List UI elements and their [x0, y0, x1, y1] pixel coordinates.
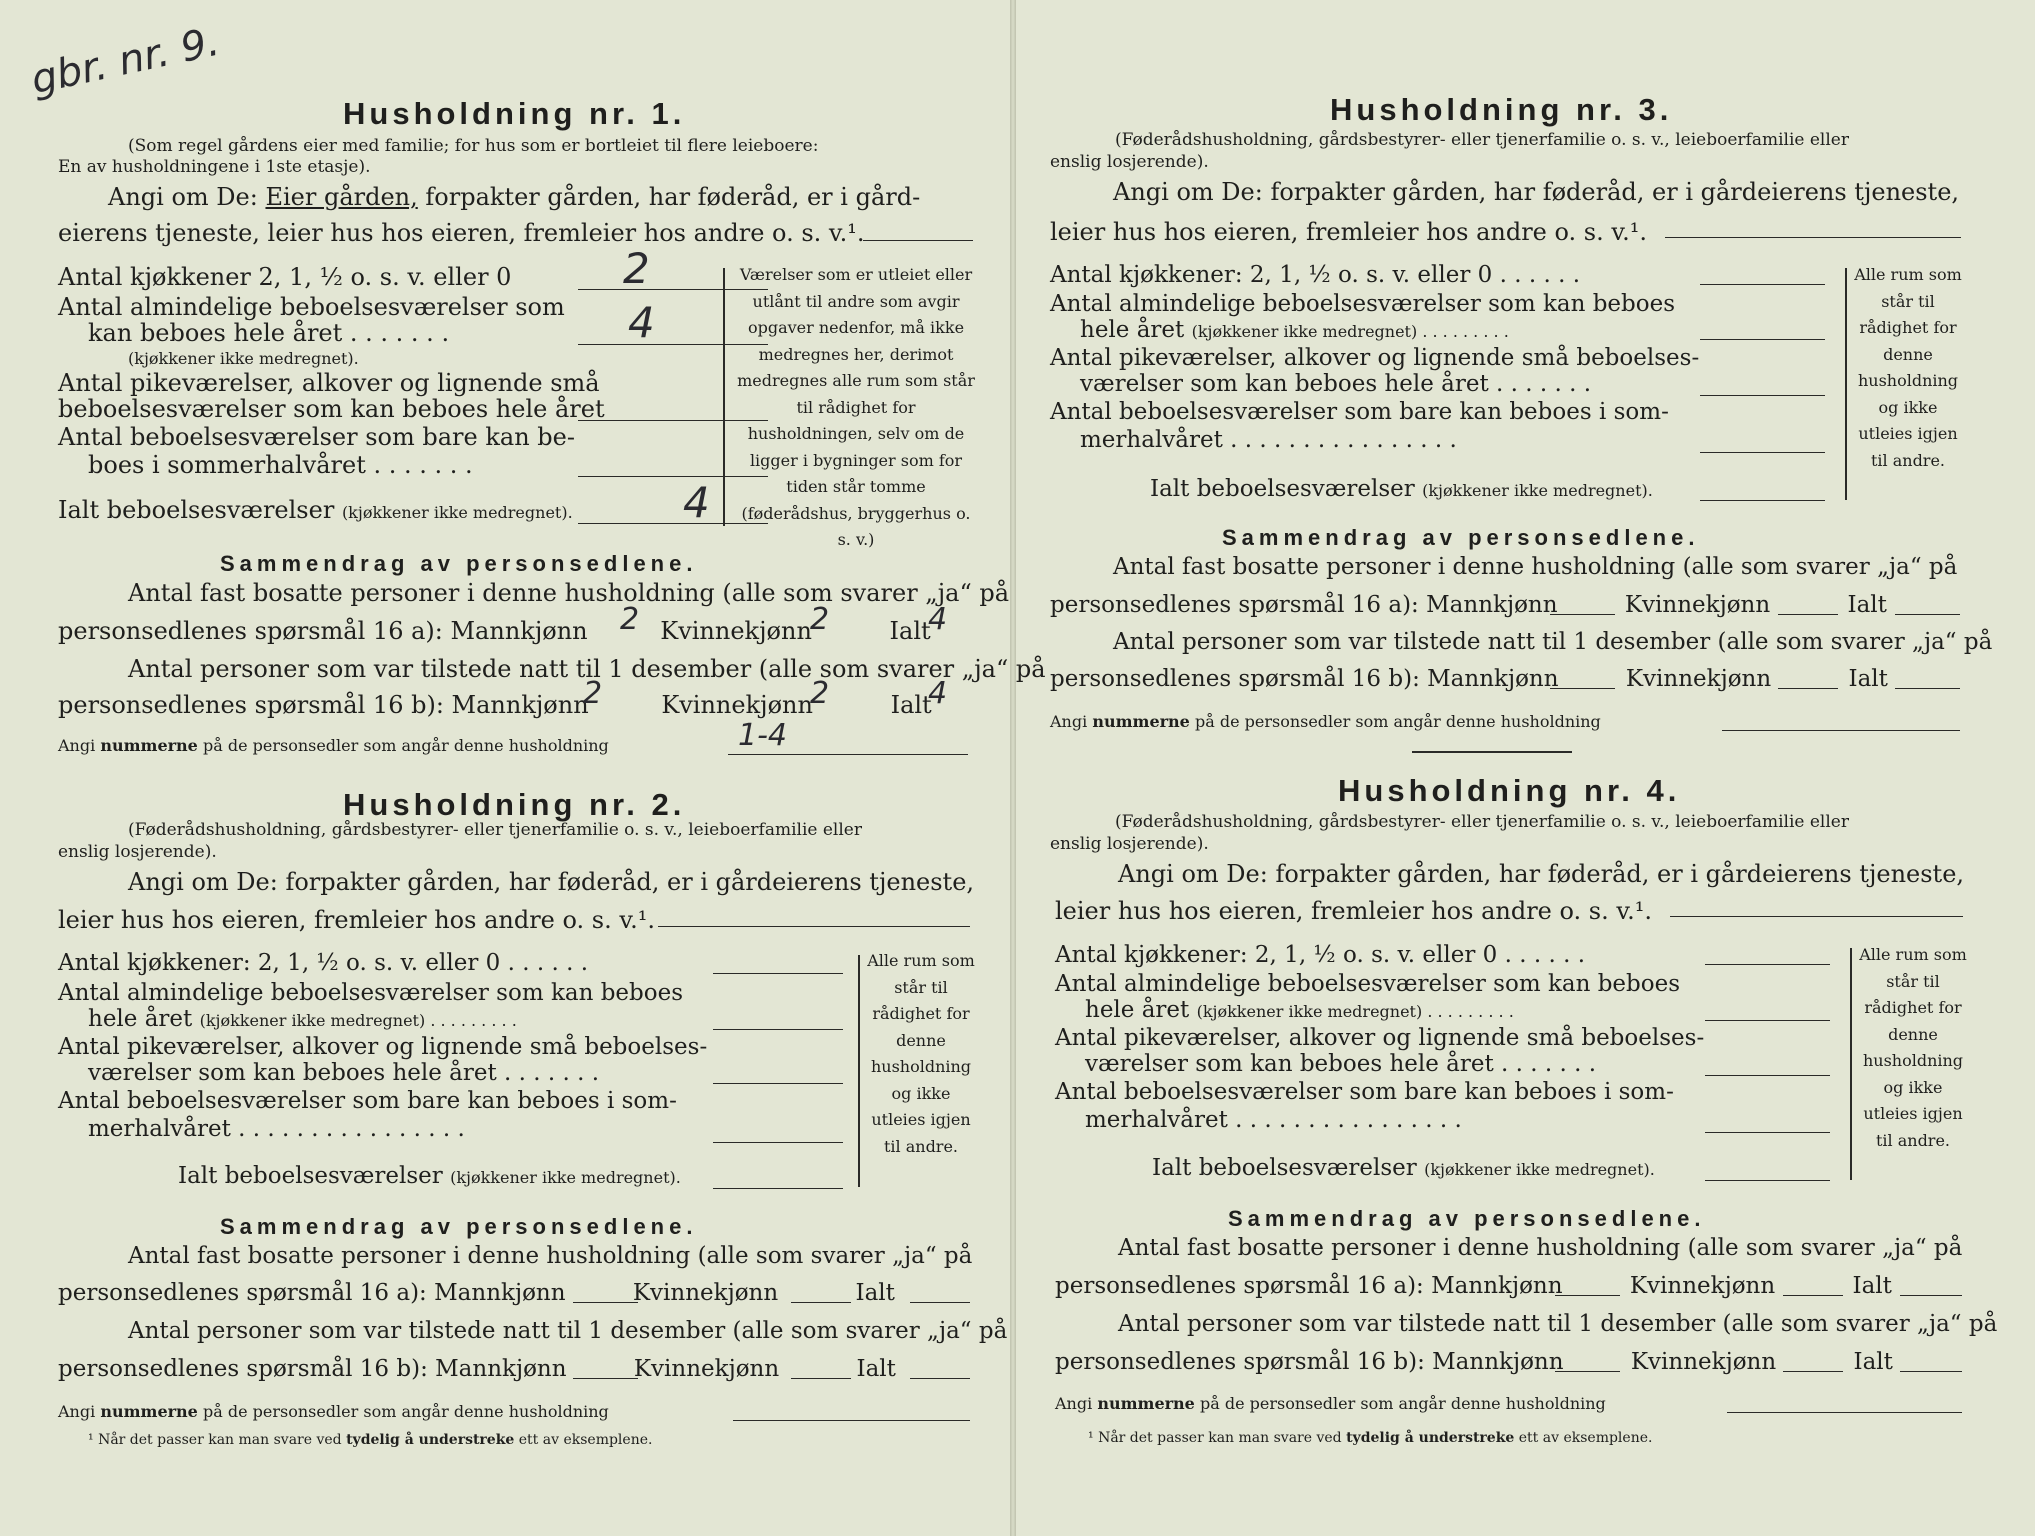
household-2-paren-1: (Føderådshusholdning, gårdsbestyrer- eller tjenerfamilie o. s. v., leieboerfamilie eller	[128, 820, 862, 840]
kjokkener-answer-line	[1700, 284, 1825, 285]
household-2-footnote: ¹ Når det passer kan man svare ved tydelig å understreke ett av eksemplene.	[88, 1432, 653, 1448]
household-2-almin-1: Antal almindelige beboelsesværelser som kan beboes	[58, 980, 684, 1006]
household-3-pike-1: Antal pikeværelser, alkover og lignende små beboelses-	[1050, 345, 1700, 371]
household-3-til-1: Antal personer som var tilstede natt til 1 desember (alle som svarer „ja“ på	[1113, 629, 1993, 655]
household-2-fast-2: personsedlenes spørsmål 16 a): Mannkjønn Kvinnekjønn Ialt	[58, 1280, 895, 1306]
household-2-title: Husholdning nr. 2.	[343, 787, 686, 822]
bracket	[858, 955, 860, 1187]
household-4-kjokkener: Antal kjøkkener: 2, 1, ½ o. s. v. eller 0 . . . . . .	[1055, 942, 1586, 968]
household-4-angi-1: Angi om De: forpakter gården, har føderåd, er i gårdeierens tjeneste,	[1118, 860, 1965, 888]
household-2-sommer-1: Antal beboelsesværelser som bare kan beboes i som-	[58, 1088, 677, 1114]
household-2-ialt: Ialt beboelsesværelser (kjøkkener ikke medregnet).	[178, 1163, 681, 1189]
household-1-title: Husholdning nr. 1.	[343, 96, 686, 131]
household-1-paren-1: (Som regel gårdens eier med familie; for hus som er bortleiet til flere leieboere:	[128, 136, 819, 156]
kjokkener-value: 2	[623, 244, 650, 293]
household-3-pike-2: værelser som kan beboes hele året . . . . . . .	[1080, 371, 1592, 397]
pike-answer-line	[713, 1083, 843, 1084]
household-3-sommer-2: merhalvåret . . . . . . . . . . . . . . . .	[1080, 427, 1457, 453]
household-1-sommer-1: Antal beboelsesværelser som bare kan be-	[58, 423, 575, 451]
household-1-til-1: Antal personer som var tilstede natt til 1 desember (alle som svarer „ja“ på	[128, 655, 1046, 683]
household-3-almin-2: hele året (kjøkkener ikke medregnet) . . . . . . . . .	[1080, 317, 1509, 343]
til-kvinne-line	[1783, 1371, 1843, 1372]
nummerne-answer-line	[1722, 730, 1960, 731]
ialt-answer-line	[1705, 1180, 1830, 1181]
household-2-nummerne: Angi nummerne på de personsedler som angår denne husholdning	[58, 1402, 609, 1421]
household-4-paren-1: (Føderådshusholdning, gårdsbestyrer- eller tjenerfamilie o. s. v., leieboerfamilie eller	[1115, 812, 1849, 832]
household-4-pike-1: Antal pikeværelser, alkover og lignende små beboelses-	[1055, 1025, 1705, 1051]
household-2-angi-2: leier hus hos eieren, fremleier hos andre o. s. v.¹.	[58, 906, 655, 934]
household-2-sammendrag: Sammendrag av personsedlene.	[220, 1214, 698, 1239]
household-4-paren-2: enslig losjerende).	[1050, 834, 1209, 854]
nummerne-value: 1-4	[738, 718, 787, 753]
household-1-almin-1: Antal almindelige beboelsesværelser som	[58, 293, 565, 321]
household-3-sammendrag: Sammendrag av personsedlene.	[1222, 525, 1700, 550]
household-2-sommer-2: merhalvåret . . . . . . . . . . . . . . . .	[88, 1116, 465, 1142]
household-1-almin-2: kan beboes hele året . . . . . . .	[88, 319, 450, 347]
almin-answer-line	[713, 1029, 843, 1030]
angi-answer-line	[1670, 916, 1963, 917]
household-1-sommer-2: boes i sommerhalvåret . . . . . . .	[88, 451, 473, 479]
nummerne-answer-line	[728, 754, 968, 755]
household-4-ialt: Ialt beboelsesværelser (kjøkkener ikke medregnet).	[1152, 1155, 1655, 1181]
til-kvinne-value: 2	[810, 676, 830, 711]
til-mann-line	[1555, 1371, 1620, 1372]
almin-answer-line	[1700, 339, 1825, 340]
household-4-sommer-1: Antal beboelsesværelser som bare kan beboes i som-	[1055, 1079, 1674, 1105]
section-separator	[1412, 751, 1572, 753]
household-2-angi-1: Angi om De: forpakter gården, har føderåd, er i gårdeierens tjeneste,	[128, 868, 975, 896]
nummerne-answer-line	[733, 1420, 970, 1421]
household-4-almin-2: hele året (kjøkkener ikke medregnet) . . . . . . . . .	[1085, 997, 1514, 1023]
almin-value: 4	[628, 298, 655, 347]
fast-mann-value: 2	[620, 602, 640, 637]
til-ialt-line	[1900, 1371, 1962, 1372]
angi-answer-line	[1665, 237, 1961, 238]
household-1-ialt: Ialt beboelsesværelser (kjøkkener ikke medregnet).	[58, 496, 573, 524]
almin-answer-line	[1705, 1020, 1830, 1021]
household-3-title: Husholdning nr. 3.	[1330, 92, 1673, 127]
household-1-sammendrag: Sammendrag av personsedlene.	[220, 551, 698, 576]
fast-ialt-value: 4	[928, 602, 948, 637]
household-1-fast-1: Antal fast bosatte personer i denne husholdning (alle som svarer „ja“ på	[128, 579, 1010, 607]
household-1-pike-1: Antal pikeværelser, alkover og lignende små	[58, 369, 600, 397]
household-4-nummerne: Angi nummerne på de personsedler som angår denne husholdning	[1055, 1394, 1606, 1413]
left-page	[58, 0, 1046, 1536]
fast-ialt-line	[910, 1302, 970, 1303]
household-4-footnote: ¹ Når det passer kan man svare ved tydelig å understreke ett av eksemplene.	[1088, 1430, 1653, 1446]
fast-kvinne-line	[1783, 1295, 1843, 1296]
household-3-angi-2: leier hus hos eieren, fremleier hos andre o. s. v.¹.	[1050, 218, 1647, 246]
household-1-angi-line-2: eierens tjeneste, leier hus hos eieren, fremleier hos andre o. s. v.¹.	[58, 219, 865, 247]
household-2-til-2: personsedlenes spørsmål 16 b): Mannkjønn Kvinnekjønn Ialt	[58, 1356, 896, 1382]
page-fold	[1010, 0, 1016, 1536]
household-3-angi-1: Angi om De: forpakter gården, har føderåd, er i gårdeierens tjeneste,	[1113, 178, 1960, 206]
household-2-til-1: Antal personer som var tilstede natt til 1 desember (alle som svarer „ja“ på	[128, 1318, 1008, 1344]
household-1-almin-3: (kjøkkener ikke medregnet).	[128, 349, 359, 368]
household-4-til-2: personsedlenes spørsmål 16 b): Mannkjønn Kvinnekjønn Ialt	[1055, 1349, 1893, 1375]
til-mann-line	[1550, 688, 1615, 689]
household-3-kjokkener: Antal kjøkkener: 2, 1, ½ o. s. v. eller 0 . . . . . .	[1050, 262, 1581, 288]
household-3-note: Alle rum som står til rådighet for denne husholdning og ikke utleies igjen til andre.	[1854, 265, 1962, 470]
household-4-sommer-2: merhalvåret . . . . . . . . . . . . . . . .	[1085, 1107, 1462, 1133]
pike-answer-line	[1705, 1075, 1830, 1076]
household-1-paren-2: En av husholdningene i 1ste etasje).	[58, 157, 371, 177]
nummerne-answer-line	[1727, 1412, 1962, 1413]
til-ialt-line	[910, 1378, 970, 1379]
bracket	[723, 268, 725, 526]
household-1-kjokkener: Antal kjøkkener 2, 1, ½ o. s. v. eller 0	[58, 263, 512, 291]
household-4-note: Alle rum som står til rådighet for denne husholdning og ikke utleies igjen til andre.	[1859, 945, 1967, 1150]
fast-ialt-line	[1895, 614, 1960, 615]
fast-kvinne-line	[1778, 614, 1838, 615]
bracket	[1850, 948, 1852, 1180]
ialt-value: 4	[683, 478, 710, 527]
eier-garden-underlined: Eier gården,	[265, 183, 418, 211]
household-3-fast-2: personsedlenes spørsmål 16 a): Mannkjønn Kvinnekjønn Ialt	[1050, 592, 1887, 618]
household-3-paren-1: (Føderådshusholdning, gårdsbestyrer- eller tjenerfamilie o. s. v., leieboerfamilie eller	[1115, 130, 1849, 150]
household-3-til-2: personsedlenes spørsmål 16 b): Mannkjønn Kvinnekjønn Ialt	[1050, 666, 1888, 692]
household-4-pike-2: værelser som kan beboes hele året . . . . . . .	[1085, 1051, 1597, 1077]
household-4-almin-1: Antal almindelige beboelsesværelser som kan beboes	[1055, 971, 1681, 997]
til-ialt-value: 4	[928, 676, 948, 711]
til-kvinne-line	[1778, 688, 1838, 689]
household-3-almin-1: Antal almindelige beboelsesværelser som kan beboes	[1050, 291, 1676, 317]
household-4-fast-2: personsedlenes spørsmål 16 a): Mannkjønn Kvinnekjønn Ialt	[1055, 1273, 1892, 1299]
ialt-answer-line	[1700, 500, 1825, 501]
margin-note: gbr. nr. 9.	[27, 18, 224, 104]
fast-kvinne-line	[791, 1302, 851, 1303]
pike-answer-line	[1700, 395, 1825, 396]
household-4-fast-1: Antal fast bosatte personer i denne husholdning (alle som svarer „ja“ på	[1118, 1235, 1963, 1261]
household-3-sommer-1: Antal beboelsesværelser som bare kan beboes i som-	[1050, 399, 1669, 425]
household-1-fast-2: personsedlenes spørsmål 16 a): Mannkjønn Kvinnekjønn Ialt	[58, 617, 931, 645]
til-kvinne-line	[791, 1378, 851, 1379]
til-mann-value: 2	[583, 676, 603, 711]
household-2-kjokkener: Antal kjøkkener: 2, 1, ½ o. s. v. eller 0 . . . . . .	[58, 950, 589, 976]
sommer-answer-line	[713, 1142, 843, 1143]
fast-mann-line	[1555, 1295, 1620, 1296]
fast-mann-line	[1550, 614, 1615, 615]
household-3-paren-2: enslig losjerende).	[1050, 152, 1209, 172]
household-2-note: Alle rum som står til rådighet for denne husholdning og ikke utleies igjen til andre.	[867, 951, 975, 1156]
household-4-til-1: Antal personer som var tilstede natt til 1 desember (alle som svarer „ja“ på	[1118, 1311, 1998, 1337]
household-3-fast-1: Antal fast bosatte personer i denne husholdning (alle som svarer „ja“ på	[1113, 554, 1958, 580]
household-3-nummerne: Angi nummerne på de personsedler som angår denne husholdning	[1050, 712, 1601, 731]
household-4-sammendrag: Sammendrag av personsedlene.	[1228, 1206, 1706, 1231]
household-4-angi-2: leier hus hos eieren, fremleier hos andre o. s. v.¹.	[1055, 897, 1652, 925]
kjokkener-answer-line	[1705, 964, 1830, 965]
household-3-ialt: Ialt beboelsesværelser (kjøkkener ikke medregnet).	[1150, 476, 1653, 502]
angi-answer-line	[863, 240, 973, 241]
household-2-almin-2: hele året (kjøkkener ikke medregnet) . . . . . . . . .	[88, 1006, 517, 1032]
fast-mann-line	[573, 1302, 638, 1303]
household-1-pike-2: beboelsesværelser som kan beboes hele året	[58, 395, 605, 423]
right-page	[1050, 0, 1998, 1536]
fast-kvinne-value: 2	[810, 602, 830, 637]
til-mann-line	[573, 1378, 638, 1379]
angi-answer-line	[658, 926, 970, 927]
til-ialt-line	[1895, 688, 1960, 689]
household-2-fast-1: Antal fast bosatte personer i denne husholdning (alle som svarer „ja“ på	[128, 1243, 973, 1269]
household-2-pike-1: Antal pikeværelser, alkover og lignende små beboelses-	[58, 1034, 708, 1060]
household-1-til-2: personsedlenes spørsmål 16 b): Mannkjønn Kvinnekjønn Ialt	[58, 691, 932, 719]
household-4-title: Husholdning nr. 4.	[1338, 773, 1681, 808]
bracket	[1845, 268, 1847, 500]
household-2-paren-2: enslig losjerende).	[58, 842, 217, 862]
kjokkener-answer-line	[713, 973, 843, 974]
fast-ialt-line	[1900, 1295, 1962, 1296]
sommer-answer-line	[1700, 452, 1825, 453]
household-1-note: Værelser som er utleiet eller utlånt til andre som avgir opgaver nedenfor, må ikke medregnes her, derimot medregnes alle rum som står til rådighet for husholdningen, selv om de ligger i bygninger som for tiden står tomme (føderådshus, bryggerhus o. s. v.)	[737, 265, 975, 549]
ialt-answer-line	[713, 1188, 843, 1189]
household-2-pike-2: værelser som kan beboes hele året . . . . . . .	[88, 1060, 600, 1086]
sommer-answer-line	[1705, 1132, 1830, 1133]
household-1-nummerne: Angi nummerne på de personsedler som angår denne husholdning	[58, 736, 609, 755]
household-1-angi-line-1: Angi om De: Eier gården, forpakter gården, har føderåd, er i gård-	[108, 183, 921, 211]
